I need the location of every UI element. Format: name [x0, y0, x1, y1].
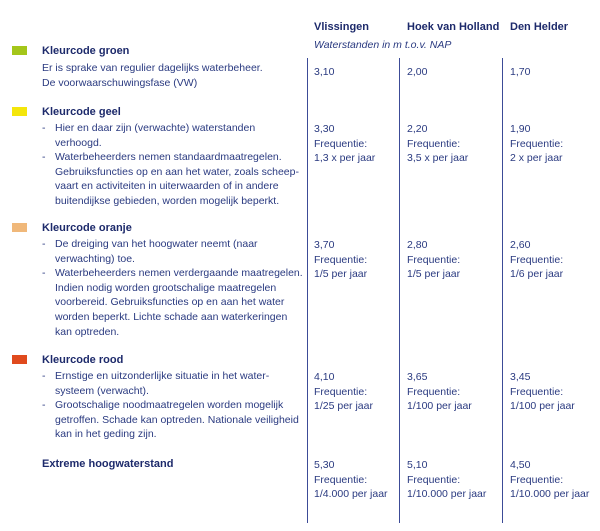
- cell-vlissingen-groen: [314, 65, 334, 80]
- water-level: 4,50: [510, 459, 531, 471]
- frequency-value: 1/10.000 per jaar: [510, 488, 590, 501]
- frequency-value: 1/10.000 per jaar: [407, 488, 487, 501]
- row-bullets-rood: [42, 369, 304, 442]
- water-level: 1,90: [510, 123, 531, 135]
- cell-vlissingen-rood: [314, 370, 373, 414]
- cell-hoek-oranje: [407, 238, 460, 282]
- water-level: 5,30: [314, 459, 335, 471]
- frequency-label: Frequentie:: [314, 473, 368, 486]
- water-level: 2,00: [407, 66, 428, 78]
- row-title-extreme: Extreme hoogwaterstand: [42, 458, 174, 470]
- frequency-value: 1/5 per jaar: [407, 268, 461, 281]
- color-swatch-rood: [12, 355, 27, 364]
- water-level: 3,45: [510, 371, 531, 383]
- color-swatch-oranje: [12, 223, 27, 232]
- frequency-label: Frequentie:: [407, 473, 461, 486]
- row-title-oranje: Kleurcode oranje: [42, 222, 132, 234]
- frequency-label: Frequentie:: [407, 137, 461, 150]
- water-level: 1,70: [510, 66, 531, 78]
- frequency-label: Frequentie:: [314, 385, 368, 398]
- frequency-value: 1/4.000 per jaar: [314, 488, 388, 501]
- water-level: 3,65: [407, 371, 428, 383]
- row-title-geel: Kleurcode geel: [42, 106, 121, 118]
- column-divider: [502, 58, 503, 523]
- cell-vlissingen-extreme: [314, 458, 388, 502]
- cell-hoek-extreme: [407, 458, 486, 502]
- frequency-label: Frequentie:: [407, 253, 461, 266]
- water-level: 5,10: [407, 459, 428, 471]
- water-level: 2,60: [510, 239, 531, 251]
- frequency-label: Frequentie:: [314, 137, 368, 150]
- frequency-value: 1/100 per jaar: [407, 400, 472, 413]
- bullet-item: - Ernstige en uitzonderlijke situatie in het water- systeem (verwacht).: [42, 369, 304, 398]
- row-title-groen: Kleurcode groen: [42, 45, 130, 57]
- cell-denhelder-groen: [510, 65, 530, 80]
- frequency-label: Frequentie:: [314, 253, 368, 266]
- frequency-label: Frequentie:: [510, 473, 564, 486]
- frequency-value: 1/5 per jaar: [314, 268, 368, 281]
- frequency-value: 1/6 per jaar: [510, 268, 564, 281]
- frequency-label: Frequentie:: [510, 137, 564, 150]
- cell-denhelder-geel: [510, 122, 563, 166]
- cell-hoek-rood: [407, 370, 472, 414]
- water-level: 3,10: [314, 66, 335, 78]
- color-swatch-geel: [12, 107, 27, 116]
- frequency-value: 3,5 x per jaar: [407, 152, 469, 165]
- water-level: 2,20: [407, 123, 428, 135]
- row-bullets-geel: [42, 121, 304, 209]
- frequency-label: Frequentie:: [510, 253, 564, 266]
- column-header-hoek-van-holland: Hoek van Holland: [407, 21, 500, 33]
- water-level: 4,10: [314, 371, 335, 383]
- column-divider: [307, 58, 308, 523]
- cell-hoek-groen: [407, 65, 427, 80]
- column-header-vlissingen: Vlissingen: [314, 21, 370, 33]
- cell-hoek-geel: [407, 122, 468, 166]
- cell-denhelder-extreme: [510, 458, 589, 502]
- frequency-value: 1,3 x per jaar: [314, 152, 376, 165]
- table-subtitle: Waterstanden in m t.o.v. NAP: [314, 39, 452, 51]
- cell-vlissingen-oranje: [314, 238, 367, 282]
- row-description-groen: [42, 61, 304, 90]
- frequency-value: 1/100 per jaar: [510, 400, 575, 413]
- frequency-value: 1/25 per jaar: [314, 400, 373, 413]
- cell-denhelder-rood: [510, 370, 575, 414]
- water-level: 2,80: [407, 239, 428, 251]
- description-line: De voorwaarschuwingsfase (VW): [42, 76, 198, 89]
- water-level: 3,30: [314, 123, 335, 135]
- frequency-label: Frequentie:: [510, 385, 564, 398]
- bullet-item: - Grootschalige noodmaatregelen worden mogelijk getroffen. Schade kan optreden. Nationale veiligheid kan in het geding zijn.: [42, 398, 304, 442]
- bullet-item: - Hier en daar zijn (verwachte) waterstanden verhoogd.: [42, 121, 304, 150]
- bullet-item: - Waterbeheerders nemen verdergaande maatregelen. Indien nodig worden grootschalige maatregelen voorbereid. Gebruiksfuncties op en aan het water worden beperkt. Lichte schade aan waterkeringen kan optreden.: [42, 266, 304, 339]
- column-header-den-helder: Den Helder: [510, 21, 569, 33]
- bullet-item: - Waterbeheerders nemen standaardmaatregelen. Gebruiksfuncties op en aan het water, zoals scheep- vaart en activiteiten in uiterwaarden of in andere buitendijkse gebieden, worden mogelijk beperkt.: [42, 150, 304, 208]
- cell-denhelder-oranje: [510, 238, 563, 282]
- row-title-rood: Kleurcode rood: [42, 354, 124, 366]
- frequency-label: Frequentie:: [407, 385, 461, 398]
- description-line: Er is sprake van regulier dagelijks waterbeheer.: [42, 62, 263, 74]
- row-bullets-oranje: [42, 237, 304, 339]
- frequency-value: 2 x per jaar: [510, 152, 563, 165]
- color-swatch-groen: [12, 46, 27, 55]
- water-level: 3,70: [314, 239, 335, 251]
- column-divider: [399, 58, 400, 523]
- bullet-item: - De dreiging van het hoogwater neemt (naar verwachting) toe.: [42, 237, 304, 266]
- cell-vlissingen-geel: [314, 122, 375, 166]
